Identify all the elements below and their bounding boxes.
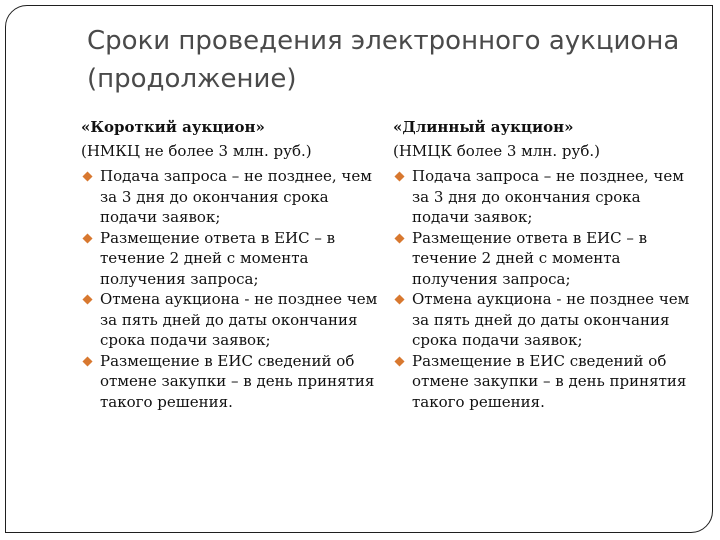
bullet-icon — [394, 356, 405, 367]
bullet-icon — [82, 171, 93, 182]
list-item — [393, 289, 693, 351]
column-short-auction — [81, 117, 381, 412]
list-item — [81, 166, 381, 228]
list-item — [393, 351, 693, 413]
list-item-text: Отмена аукциона - не позднее чем за пять дней до даты окончания срока подачи заявок; — [412, 290, 690, 349]
bullet-icon — [82, 294, 93, 305]
column-heading: «Короткий аукцион» — [81, 118, 265, 136]
bullet-icon — [394, 294, 405, 305]
list-item — [81, 289, 381, 351]
list-item — [393, 166, 693, 228]
column-long-auction — [393, 117, 693, 412]
bullet-list — [393, 166, 693, 412]
bullet-icon — [82, 356, 93, 367]
bullet-icon — [394, 171, 405, 182]
list-item — [393, 228, 693, 290]
list-item-text: Подача запроса – не позднее, чем за 3 дня до окончания срока подачи заявок; — [100, 167, 372, 226]
bullet-list — [81, 166, 381, 412]
column-subheading: (НМЦК более 3 млн. руб.) — [393, 142, 600, 160]
column-heading: «Длинный аукцион» — [393, 118, 574, 136]
list-item-text: Размещение в ЕИС сведений об отмене закупки – в день принятия такого решения. — [100, 351, 375, 411]
list-item-text: Размещение в ЕИС сведений об отмене закупки – в день принятия такого решения. — [412, 351, 687, 411]
list-item-text: Размещение ответа в ЕИС – в течение 2 дней с момента получения запроса; — [100, 228, 336, 288]
list-item — [81, 351, 381, 413]
bullet-icon — [394, 233, 405, 244]
list-item-text: Подача запроса – не позднее, чем за 3 дня до окончания срока подачи заявок; — [412, 167, 684, 226]
column-subheading: (НМКЦ не более 3 млн. руб.) — [81, 142, 312, 160]
list-item-text: Размещение ответа в ЕИС – в течение 2 дней с момента получения запроса; — [412, 228, 648, 288]
bullet-icon — [82, 233, 93, 244]
list-item-text: Отмена аукциона - не позднее чем за пять дней до даты окончания срока подачи заявок; — [100, 290, 378, 349]
list-item — [81, 228, 381, 290]
slide-title: Сроки проведения электронного аукциона (продолжение) — [87, 26, 680, 94]
